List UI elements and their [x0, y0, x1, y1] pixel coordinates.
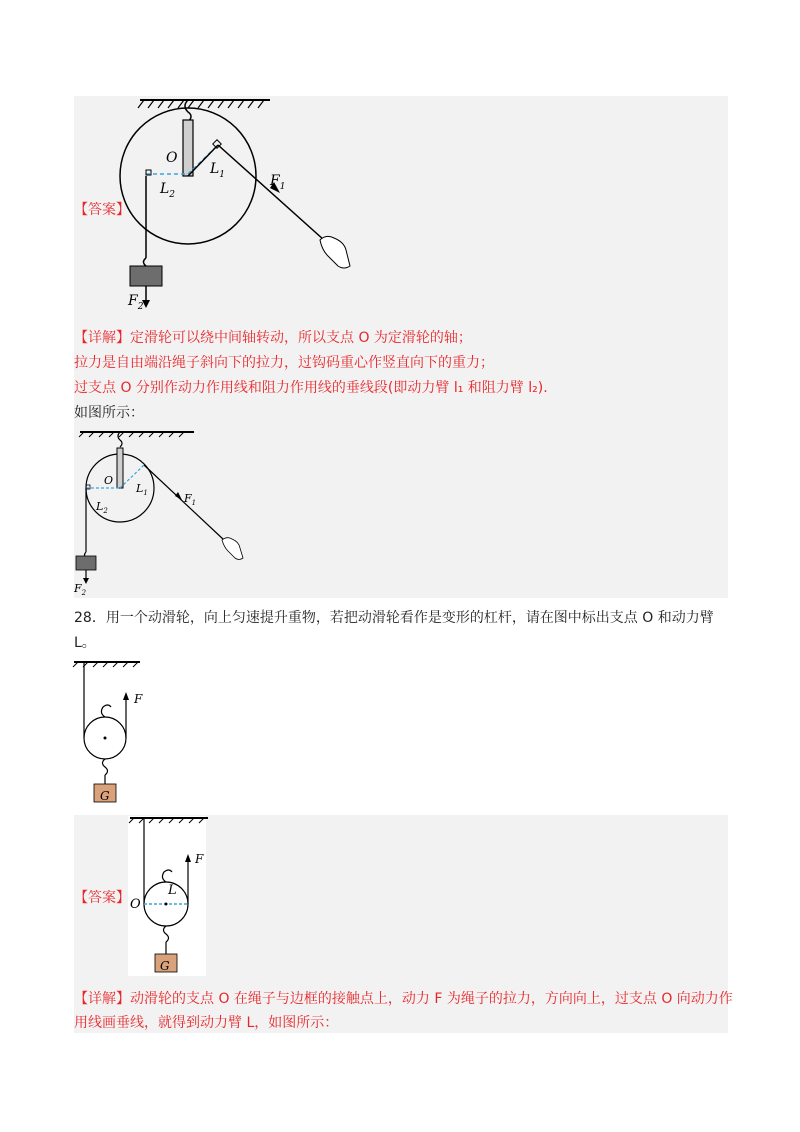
q28-ans-label-L: L	[168, 883, 177, 898]
fig2-label-F2: $F_2$	[74, 582, 87, 598]
q27-detail-line2: 拉力是自由端沿绳子斜向下的拉力，过钩码重心作竖直向下的重力；	[74, 355, 494, 371]
fig1-label-F1: $F_1$	[270, 173, 286, 192]
q28-ans-label-O: O	[130, 897, 141, 912]
fig1-label-O: O	[166, 150, 178, 166]
q28-question-line2: L。	[74, 635, 96, 651]
q28-question-line1: 28．用一个动滑轮，向上匀速提升重物，若把动滑轮看作是变形的杠杆，请在图中标出支点 O 和动力臂	[74, 610, 714, 626]
answer-label-27: 【答案】	[74, 202, 130, 218]
fig1-label-L1: $L_1$	[210, 161, 226, 180]
answer-label-28: 【答案】	[74, 890, 130, 906]
detail-label-28: 【详解】	[74, 991, 130, 1007]
q28-ans-label-G: G	[160, 959, 170, 973]
q27-detail-line4: 如图所示：	[74, 405, 144, 421]
q27-detail-line1: 定滑轮可以绕中间轴转动，所以支点 O 为定滑轮的轴；	[130, 330, 472, 346]
q28-detail-line1: 动滑轮的支点 O 在绳子与边框的接触点上，动力 F 为绳子的拉力，方向向上，过支点 O 向动力作	[130, 991, 733, 1007]
q28-fig-label-G: G	[100, 789, 110, 803]
movable-pulley-question-figure	[70, 654, 160, 804]
fig2-label-O: O	[104, 474, 114, 487]
q27-detail-line3: 过支点 O 分别作动力作用线和阻力作用线的垂线段(即动力臂 l₁ 和阻力臂 l₂).	[74, 380, 548, 396]
fig2-label-F1: $F_1$	[184, 492, 197, 508]
detail-label-27: 【详解】	[74, 330, 130, 346]
fig1-label-L2: $L_2$	[160, 181, 176, 200]
fig2-label-L2: $L_2$	[96, 500, 108, 516]
q28-ans-label-F: F	[195, 852, 204, 866]
fig2-label-L1: $L_1$	[136, 482, 148, 498]
fig1-label-F2: $F_2$	[128, 293, 144, 312]
q28-detail-line2: 用线画垂线，就得到动力臂 L，如图所示：	[74, 1015, 339, 1031]
q28-fig-label-F: F	[134, 692, 143, 706]
